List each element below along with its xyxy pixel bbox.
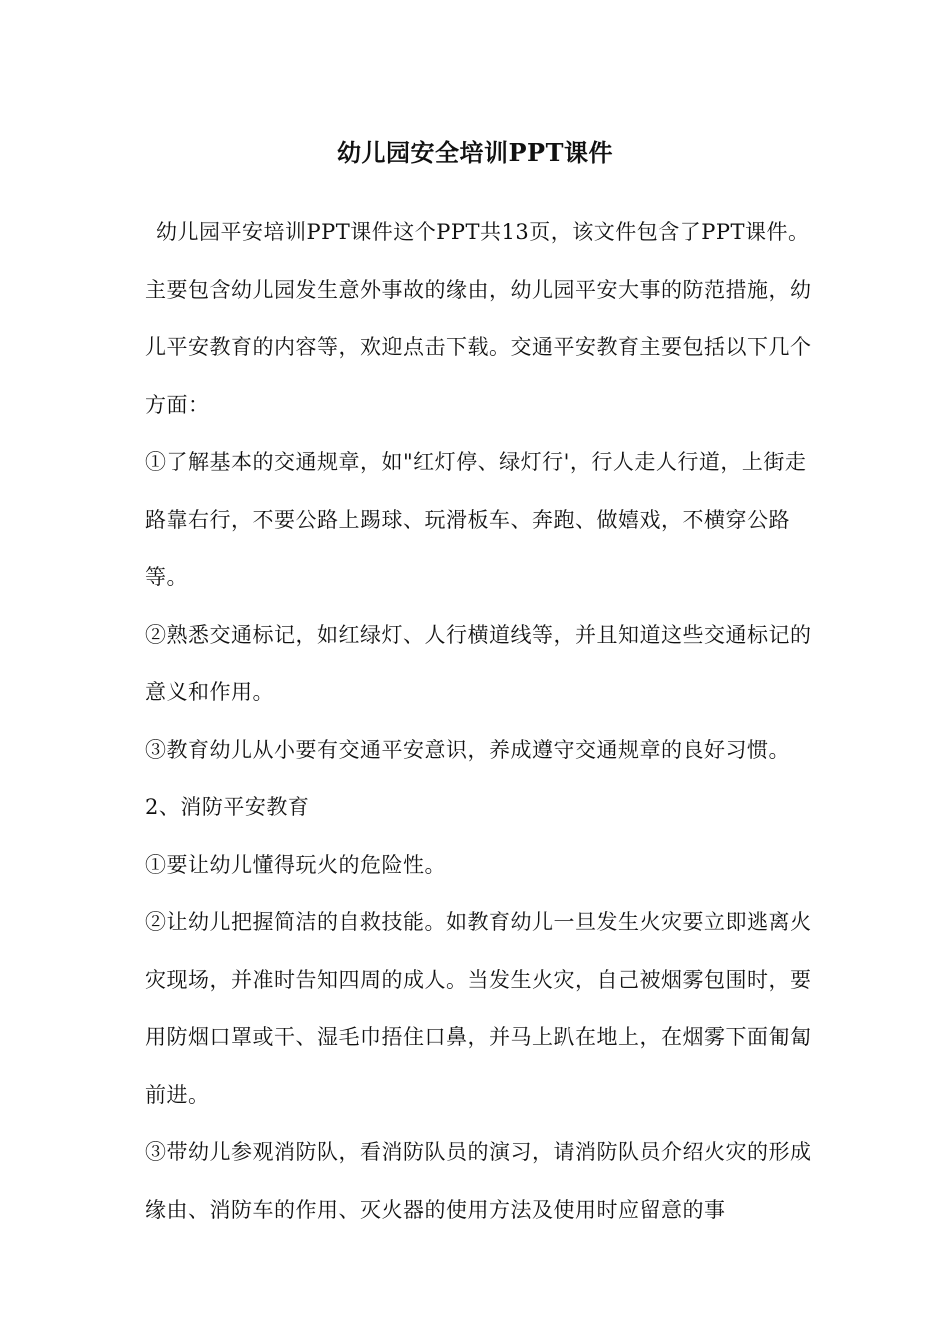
document-title: 幼儿园安全培训PPT课件 [337, 138, 613, 167]
paragraph-traffic-rules: ①了解基本的交通规章，如"红灯停、绿灯行'，行人走人行道，上街走路靠右行，不要公路上踢球、玩滑板车、奔跑、做嬉戏，不横穿公路等。 [145, 450, 807, 589]
paragraph-traffic-awareness: ③教育幼儿从小要有交通平安意识，养成遵守交通规章的良好习惯。 [145, 737, 790, 762]
paragraph-fire-station-visit: ③带幼儿参观消防队，看消防队员的演习，请消防队员介绍火灾的形成缘由、消防车的作用、灭火器的使用方法及使用时应留意的事 [145, 1140, 812, 1222]
document-body [145, 204, 813, 1239]
paragraph-fire-danger: ①要让幼儿懂得玩火的危险性。 [145, 852, 446, 877]
section-heading-fire-safety: 2、消防平安教育 [145, 795, 310, 819]
paragraph-intro: 幼儿园平安培训PPT课件这个PPT共13页，该文件包含了PPT课件。主要包含幼儿园发生意外事故的缘由，幼儿园平安大事的防范措施，幼儿平安教育的内容等，欢迎点击下载。交通平安教育主要包括以下几个方面： [145, 220, 812, 417]
paragraph-fire-self-rescue: ②让幼儿把握简洁的自救技能。如教育幼儿一旦发生火灾要立即逃离火灾现场，并准时告知四周的成人。当发生火灾，自己被烟雾包围时，要用防烟口罩或干、湿毛巾捂住口鼻，并马上趴在地上，在烟雾下面匍匐前进。 [145, 910, 812, 1107]
paragraph-traffic-signs: ②熟悉交通标记，如红绿灯、人行横道线等，并且知道这些交通标记的意义和作用。 [145, 622, 812, 704]
